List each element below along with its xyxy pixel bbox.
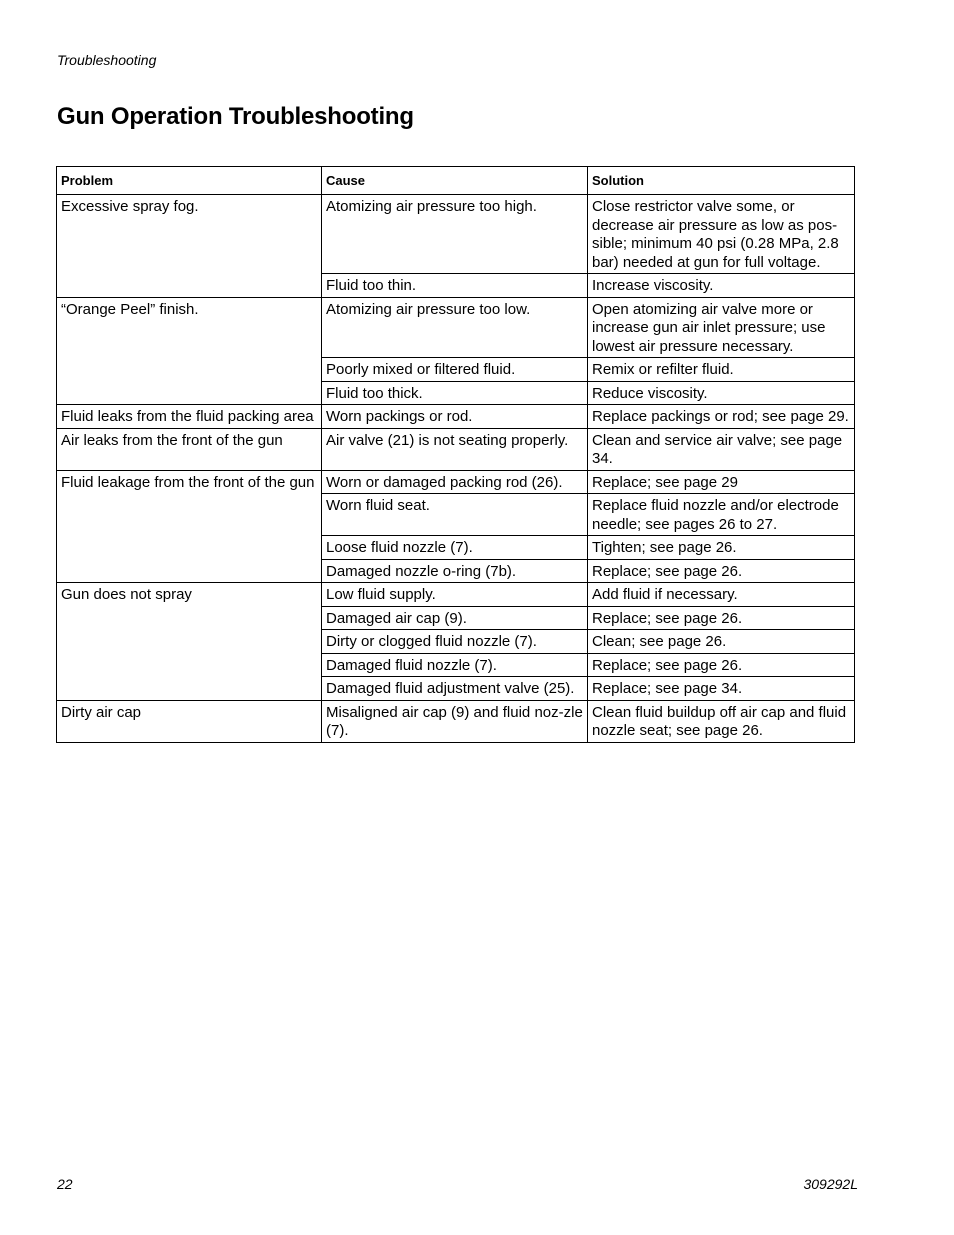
running-header: Troubleshooting (57, 52, 157, 68)
cause-cell: Fluid too thin. (322, 274, 588, 298)
solution-cell: Remix or refilter fluid. (588, 358, 855, 382)
problem-cell: Fluid leaks from the fluid packing area (57, 405, 322, 429)
solution-cell: Replace fluid nozzle and/or electrode needle; see pages 26 to 27. (588, 494, 855, 536)
cause-cell: Damaged fluid adjustment valve (25). (322, 677, 588, 701)
cause-cell: Fluid too thick. (322, 381, 588, 405)
solution-cell: Replace; see page 29 (588, 470, 855, 494)
table-header-row (57, 167, 855, 195)
problem-cell: “Orange Peel” finish. (57, 297, 322, 405)
column-header-cause: Cause (322, 167, 588, 195)
solution-cell: Open atomizing air valve more or increase gun air inlet pressure; use lowest air pressure necessary. (588, 297, 855, 358)
solution-cell: Clean; see page 26. (588, 630, 855, 654)
solution-cell: Clean fluid buildup off air cap and fluid nozzle seat; see page 26. (588, 700, 855, 742)
solution-cell: Replace packings or rod; see page 29. (588, 405, 855, 429)
problem-cell: Fluid leakage from the front of the gun (57, 470, 322, 583)
solution-cell: Replace; see page 26. (588, 606, 855, 630)
table-body (57, 195, 855, 743)
cause-cell: Atomizing air pressure too high. (322, 195, 588, 274)
table-row (57, 297, 855, 358)
cause-cell: Low fluid supply. (322, 583, 588, 607)
problem-cell: Air leaks from the front of the gun (57, 428, 322, 470)
cause-cell: Damaged nozzle o-ring (7b). (322, 559, 588, 583)
table-row (57, 195, 855, 274)
table-row (57, 700, 855, 742)
problem-cell: Excessive spray fog. (57, 195, 322, 298)
table-row (57, 470, 855, 494)
cause-cell: Worn fluid seat. (322, 494, 588, 536)
page-title: Gun Operation Troubleshooting (57, 103, 414, 130)
cause-cell: Worn packings or rod. (322, 405, 588, 429)
cause-cell: Loose fluid nozzle (7). (322, 536, 588, 560)
solution-cell: Add fluid if necessary. (588, 583, 855, 607)
solution-cell: Tighten; see page 26. (588, 536, 855, 560)
cause-cell: Damaged air cap (9). (322, 606, 588, 630)
cause-cell: Misaligned air cap (9) and fluid noz-zle (7). (322, 700, 588, 742)
cause-cell: Poorly mixed or filtered fluid. (322, 358, 588, 382)
column-header-solution: Solution (588, 167, 855, 195)
cause-cell: Dirty or clogged fluid nozzle (7). (322, 630, 588, 654)
troubleshooting-table (56, 166, 855, 743)
table-row (57, 405, 855, 429)
column-header-problem: Problem (57, 167, 322, 195)
solution-cell: Clean and service air valve; see page 34. (588, 428, 855, 470)
solution-cell: Replace; see page 26. (588, 559, 855, 583)
page-number: 22 (57, 1176, 73, 1192)
table-row (57, 428, 855, 470)
problem-cell: Dirty air cap (57, 700, 322, 742)
solution-cell: Replace; see page 34. (588, 677, 855, 701)
cause-cell: Atomizing air pressure too low. (322, 297, 588, 358)
document-number: 309292L (803, 1176, 858, 1192)
solution-cell: Increase viscosity. (588, 274, 855, 298)
solution-cell: Reduce viscosity. (588, 381, 855, 405)
cause-cell: Damaged fluid nozzle (7). (322, 653, 588, 677)
solution-cell: Replace; see page 26. (588, 653, 855, 677)
table-row (57, 583, 855, 607)
cause-cell: Air valve (21) is not seating properly. (322, 428, 588, 470)
cause-cell: Worn or damaged packing rod (26). (322, 470, 588, 494)
solution-cell: Close restrictor valve some, or decrease air pressure as low as pos-sible; minimum 40 psi (0.28 MPa, 2.8 bar) needed at gun for full voltage. (588, 195, 855, 274)
problem-cell: Gun does not spray (57, 583, 322, 701)
